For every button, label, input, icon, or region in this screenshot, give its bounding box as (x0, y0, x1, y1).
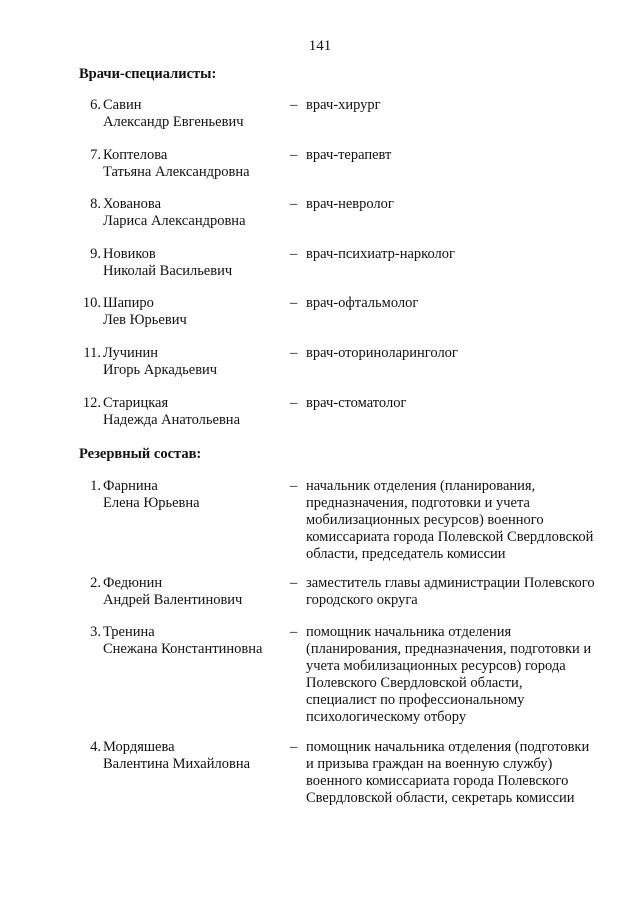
role-line: Полевского Свердловской области, (306, 675, 523, 691)
role-line: комиссариата города Полевской Свердловской (306, 529, 594, 545)
surname: Фарнина (103, 478, 158, 494)
role-line: помощник начальника отделения (подготовки (306, 739, 590, 755)
given-names: Андрей Валентинович (103, 592, 243, 608)
role-text (306, 478, 611, 563)
given-names: Игорь Аркадьевич (103, 362, 218, 378)
given-names: Александр Евгеньевич (103, 114, 244, 130)
role-line: и призыва граждан на военную службу) (306, 756, 553, 772)
given-names: Валентина Михайловна (103, 756, 251, 772)
role-line: психологическому отбору (306, 709, 467, 725)
item-number: 1. (90, 478, 101, 494)
role-line: помощник начальника отделения (306, 624, 512, 640)
role-text (306, 97, 611, 114)
person-name (103, 478, 293, 512)
section-heading-specialists: Врачи-специалисты: (79, 66, 217, 82)
item-number: 4. (90, 739, 101, 755)
role-line: врач-оториноларинголог (306, 345, 458, 361)
role-text (306, 295, 611, 312)
surname: Хованова (103, 196, 161, 212)
item-number: 8. (90, 196, 101, 212)
given-names: Лев Юрьевич (103, 312, 187, 328)
role-line: начальник отделения (планирования, (306, 478, 536, 494)
given-names: Лариса Александровна (103, 213, 246, 229)
person-name (103, 147, 293, 181)
role-line: мобилизационных ресурсов) военного (306, 512, 544, 528)
item-number: 6. (90, 97, 101, 113)
role-line: врач-офтальмолог (306, 295, 419, 311)
role-line: заместитель главы администрации Полевского (306, 575, 595, 591)
given-names: Елена Юрьевна (103, 495, 200, 511)
role-line: городского округа (306, 592, 418, 608)
role-text (306, 739, 611, 807)
role-text (306, 395, 611, 412)
dash: – (290, 147, 298, 163)
person-name (103, 345, 293, 379)
surname: Коптелова (103, 147, 168, 163)
item-number: 11. (83, 345, 101, 361)
dash: – (290, 395, 298, 411)
surname: Новиков (103, 246, 156, 262)
role-text (306, 147, 611, 164)
person-name (103, 395, 293, 429)
dash: – (290, 196, 298, 212)
item-number: 3. (90, 624, 101, 640)
surname: Старицкая (103, 395, 169, 411)
item-number: 12. (82, 395, 101, 411)
dash: – (290, 575, 298, 591)
dash: – (290, 739, 298, 755)
surname: Шапиро (103, 295, 154, 311)
given-names: Надежда Анатольевна (103, 412, 240, 428)
given-names: Татьяна Александровна (103, 164, 250, 180)
given-names: Николай Васильевич (103, 263, 233, 279)
surname: Савин (103, 97, 142, 113)
role-line: области, председатель комиссии (306, 546, 506, 562)
role-line: специалист по профессиональному (306, 692, 525, 708)
dash: – (290, 624, 298, 640)
dash: – (290, 345, 298, 361)
item-number: 7. (90, 147, 101, 163)
role-text (306, 624, 611, 726)
surname: Тренина (103, 624, 155, 640)
section-heading-reserve: Резервный состав: (79, 446, 202, 462)
surname: Федюнин (103, 575, 163, 591)
item-number: 10. (82, 295, 101, 311)
surname: Лучинин (103, 345, 159, 361)
person-name (103, 624, 293, 658)
person-name (103, 97, 293, 131)
given-names: Снежана Константиновна (103, 641, 263, 657)
item-number: 2. (90, 575, 101, 591)
role-line: врач-стоматолог (306, 395, 407, 411)
role-text (306, 196, 611, 213)
role-line: учета мобилизационных ресурсов) города (306, 658, 566, 674)
role-text (306, 345, 611, 362)
person-name (103, 196, 293, 230)
dash: – (290, 246, 298, 262)
role-line: военного комиссариата города Полевского (306, 773, 569, 789)
role-text (306, 246, 611, 263)
surname: Мордяшева (103, 739, 175, 755)
person-name (103, 246, 293, 280)
dash: – (290, 97, 298, 113)
dash: – (290, 295, 298, 311)
person-name (103, 739, 293, 773)
dash: – (290, 478, 298, 494)
role-line: (планирования, предназначения, подготовки и (306, 641, 592, 657)
page-number: 141 (308, 38, 332, 54)
role-text (306, 575, 611, 609)
item-number: 9. (90, 246, 101, 262)
person-name (103, 575, 293, 609)
role-line: врач-хирург (306, 97, 381, 113)
role-line: врач-терапевт (306, 147, 392, 163)
person-name (103, 295, 293, 329)
role-line: врач-психиатр-нарколог (306, 246, 455, 262)
role-line: врач-невролог (306, 196, 394, 212)
role-line: предназначения, подготовки и учета (306, 495, 530, 511)
role-line: Свердловской области, секретарь комиссии (306, 790, 575, 806)
